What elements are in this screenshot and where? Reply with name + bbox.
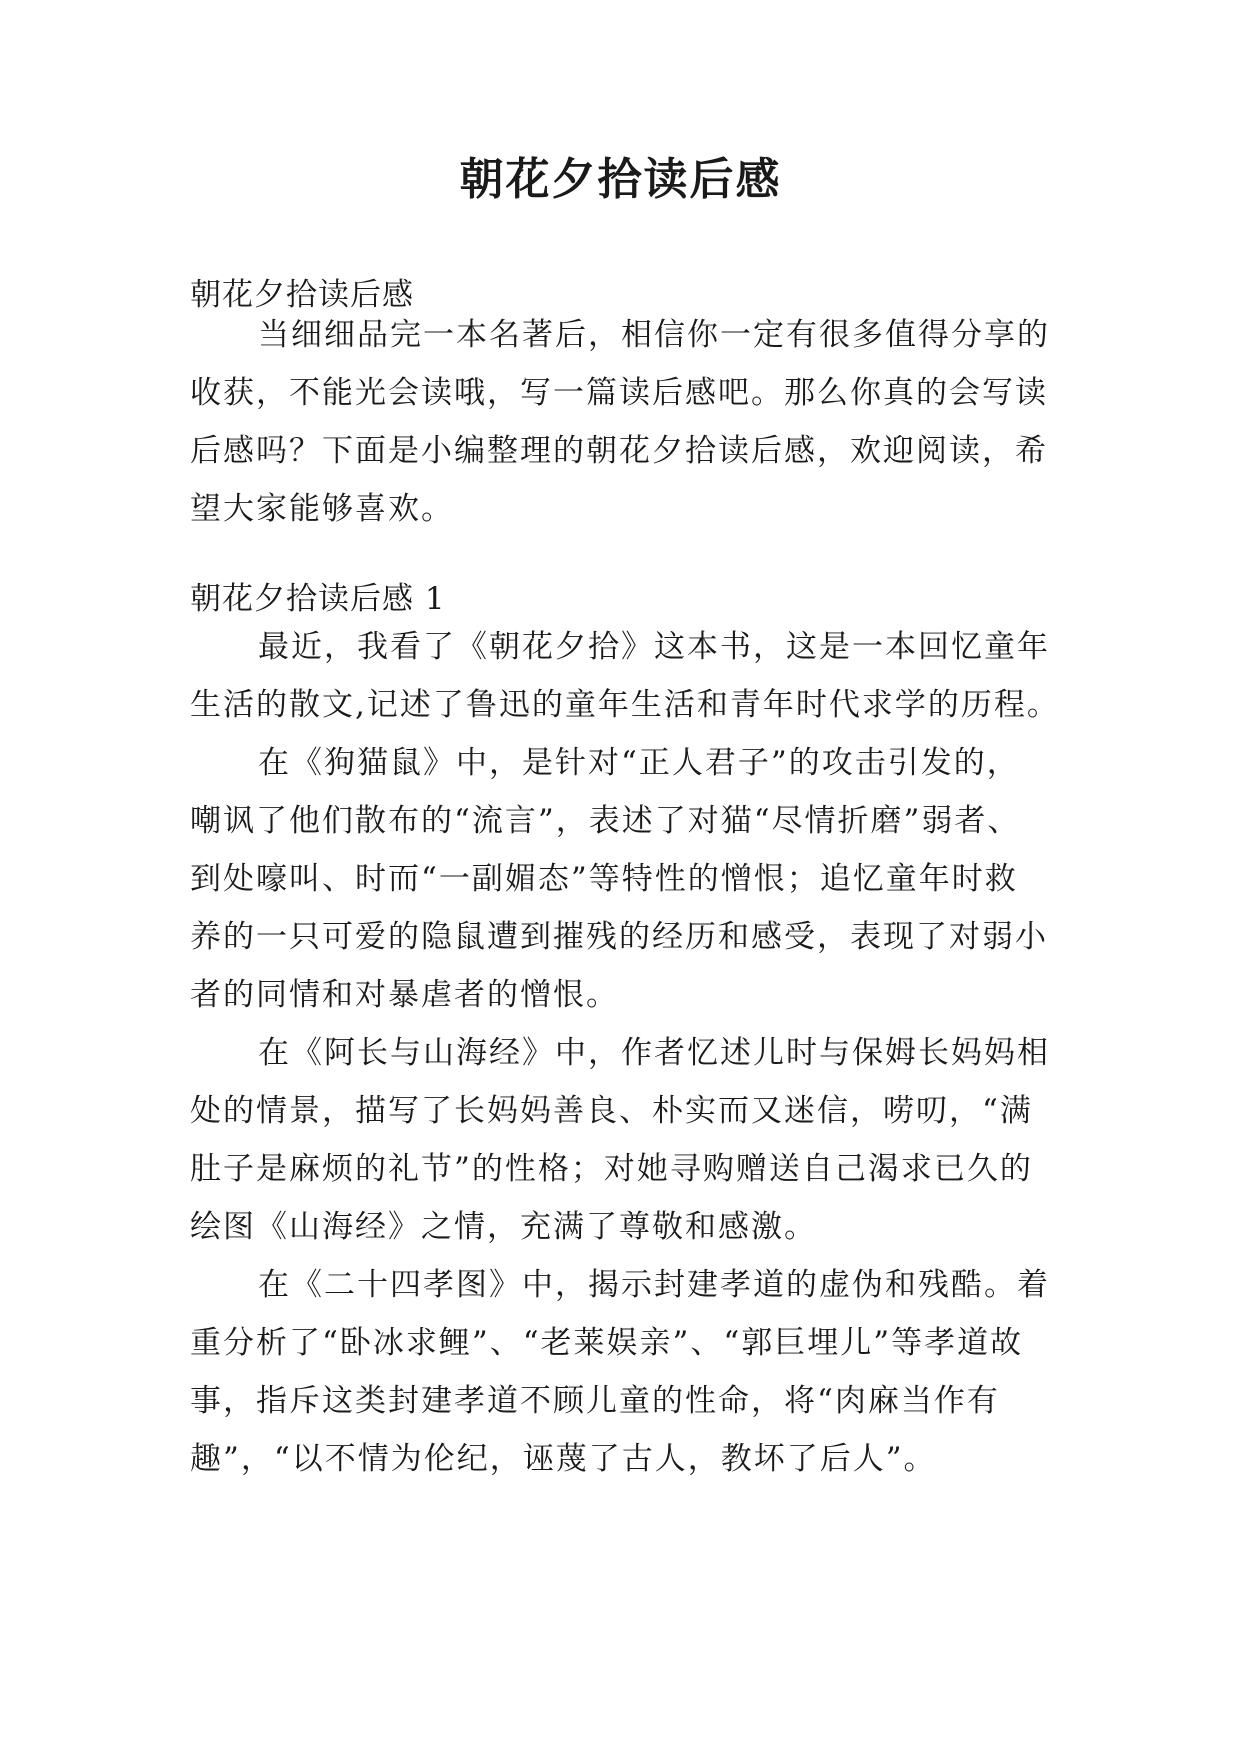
intro-paragraph (190, 306, 1050, 538)
paragraph-line: 处的情景，描写了长妈妈善良、朴实而又迷信，唠叨，“满 (190, 1093, 1033, 1129)
paragraph-line: 事，指斥这类封建孝道不顾儿童的性命，将“肉麻当作有 (190, 1383, 1000, 1419)
paragraph-line: 嘲讽了他们散布的“流言”，表述了对猫“尽情折磨”弱者、 (190, 803, 1021, 839)
paragraph-line: 到处嚎叫、时而“一副媚态”等特性的憎恨；追忆童年时救 (190, 861, 1018, 897)
document-subtitle: 朝花夕拾读后感 (190, 277, 414, 313)
paragraph-line: 最近，我看了《朝花夕拾》这本书，这是一本回忆童年 (258, 629, 1050, 665)
body-paragraphs (190, 618, 1060, 1488)
paragraph-line: 在《二十四孝图》中，揭示封建孝道的虚伪和残酷。着 (258, 1267, 1050, 1303)
document-title: 朝花夕拾读后感 (459, 154, 782, 205)
intro-line: 收获，不能光会读哦，写一篇读后感吧。那么你真的会写读 (190, 375, 1048, 411)
intro-line: 当细细品完一本名著后，相信你一定有很多值得分享的 (258, 317, 1050, 353)
section-heading: 朝花夕拾读后感 1 (190, 581, 446, 617)
paragraph-line: 重分析了“卧冰求鲤”、“老莱娱亲”、“郭巨埋儿”等孝道故 (190, 1325, 1024, 1361)
paragraph-line: 生活的散文,记述了鲁迅的童年生活和青年时代求学的历程。 (190, 687, 1060, 723)
paragraph-line: 在《狗猫鼠》中，是针对“正人君子”的攻击引发的， (258, 745, 1020, 781)
paragraph-line: 在《阿长与山海经》中，作者忆述儿时与保姆长妈妈相 (258, 1035, 1050, 1071)
paragraph-line: 者的同情和对暴虐者的憎恨。 (190, 977, 619, 1013)
intro-line: 后感吗？下面是小编整理的朝花夕拾读后感，欢迎阅读，希 (190, 433, 1048, 469)
paragraph-line: 肚子是麻烦的礼节”的性格；对她寻购赠送自己渴求已久的 (190, 1151, 1033, 1187)
paragraph-line: 绘图《山海经》之情，充满了尊敬和感激。 (190, 1209, 817, 1245)
intro-line: 望大家能够喜欢。 (190, 491, 454, 527)
paragraph-line: 趣”，“以不情为伦纪，诬蔑了古人，教坏了后人”。 (190, 1441, 937, 1477)
paragraph-line: 养的一只可爱的隐鼠遭到摧残的经历和感受，表现了对弱小 (190, 919, 1048, 955)
